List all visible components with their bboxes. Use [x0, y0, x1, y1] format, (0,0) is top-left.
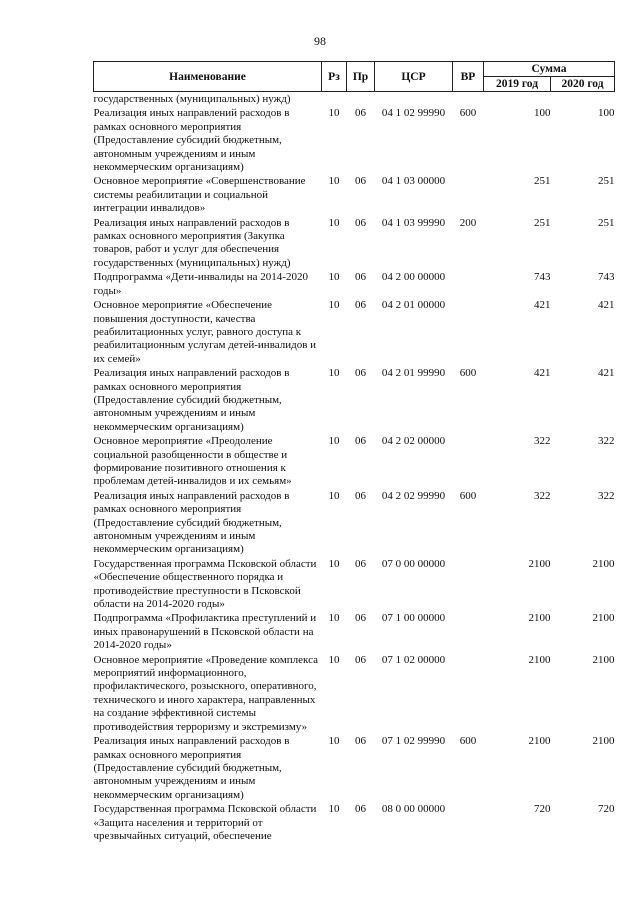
- row-csr: 08 0 00 00000: [381, 803, 446, 816]
- row-rz: 10: [328, 653, 340, 666]
- row-rz: 10: [328, 107, 340, 120]
- row-name: Реализация иных направлений расходов в рамках основного мероприятия (Закупка товаров, работ и услуг для обеспечения государственных (муниципальных) нужд): [93, 216, 291, 269]
- row-sum-2019: 2100: [528, 612, 551, 625]
- row-vr: 600: [459, 735, 477, 748]
- table-row: [94, 653, 615, 734]
- row-rz: 10: [328, 612, 340, 625]
- table-body: [94, 92, 615, 844]
- row-csr: 07 1 02 00000: [381, 653, 446, 666]
- row-pr: 06: [355, 735, 366, 748]
- row-rz: 10: [328, 271, 340, 284]
- row-vr: [453, 557, 484, 612]
- table-row: [94, 366, 615, 434]
- row-sum-2019: 421: [534, 367, 551, 380]
- header-pr: Пр: [347, 62, 375, 92]
- row-sum-2019: 720: [534, 803, 551, 816]
- row-name: Государственная программа Псковской области «Обеспечение общественного порядка и противодействие преступности в Псковской области на 2014-2020 годы»: [93, 557, 317, 611]
- row-vr: 600: [459, 107, 477, 120]
- header-name: Наименование: [94, 62, 322, 92]
- row-vr: [453, 174, 484, 215]
- row-name: Основное мероприятие «Преодоление социальной разобщенности в обществе и формирование позитивного отношения к проблемам детей-инвалидов и их семьям»: [93, 435, 292, 488]
- row-csr: 04 2 02 99990: [381, 489, 446, 502]
- row-sum-2019: 251: [534, 175, 551, 188]
- table-row: [94, 611, 615, 652]
- header-year-2019: 2019 год: [484, 77, 551, 92]
- row-name: Реализация иных направлений расходов в рамках основного мероприятия (Предоставление субсидий бюджетным, автономным учреждениям и иным некоммерческим организациям): [93, 735, 290, 801]
- row-sum-2020: 2100: [592, 612, 615, 625]
- row-pr: 06: [355, 803, 366, 816]
- row-csr: 04 1 03 99990: [381, 216, 446, 229]
- row-rz: 10: [328, 803, 340, 816]
- row-rz: [322, 92, 347, 107]
- table-row: [94, 216, 615, 271]
- row-name: Основное мероприятие «Обеспечение повышения доступности, качества реабилитационных услуг, равного доступа к реабилитационным услугам детей-инвалидов и их семей»: [93, 299, 317, 365]
- row-name: государственных (муниципальных) нужд): [93, 93, 291, 105]
- row-sum-2020: 720: [598, 803, 615, 816]
- row-sum-2020: 322: [598, 435, 615, 448]
- row-sum-2019: 100: [534, 107, 551, 120]
- row-vr: [453, 802, 484, 843]
- row-vr: 600: [459, 489, 477, 502]
- row-pr: 06: [355, 107, 366, 120]
- row-sum-2020: [551, 92, 615, 107]
- row-sum-2019: 2100: [528, 653, 551, 666]
- row-sum-2019: [484, 92, 551, 107]
- row-csr: 07 1 02 99990: [381, 735, 446, 748]
- row-rz: 10: [328, 435, 340, 448]
- row-pr: 06: [355, 216, 366, 229]
- row-vr: [453, 434, 484, 489]
- row-sum-2020: 322: [598, 489, 615, 502]
- row-sum-2019: 2100: [528, 557, 551, 570]
- row-vr: 200: [459, 216, 477, 229]
- row-sum-2020: 2100: [592, 557, 615, 570]
- row-csr: 04 2 01 00000: [381, 299, 446, 312]
- row-vr: [453, 270, 484, 298]
- row-csr: 04 1 02 99990: [381, 107, 446, 120]
- row-sum-2019: 2100: [528, 735, 551, 748]
- row-name: Подпрограмма «Профилактика преступлений и иных правонарушений в Псковской области на 2014-2020 годы»: [93, 612, 317, 652]
- row-sum-2020: 100: [598, 107, 615, 120]
- row-rz: 10: [328, 216, 340, 229]
- row-sum-2020: 251: [598, 175, 615, 188]
- table-row: [94, 298, 615, 366]
- table-row: [94, 174, 615, 215]
- row-rz: 10: [328, 489, 340, 502]
- row-csr: 07 1 00 00000: [381, 612, 446, 625]
- row-name: Реализация иных направлений расходов в рамках основного мероприятия (Предоставление субсидий бюджетным, автономным учреждениям и иным некоммерческим организациям): [93, 107, 290, 174]
- table-row: [94, 489, 615, 557]
- row-rz: 10: [328, 175, 340, 188]
- row-sum-2020: 421: [598, 299, 615, 312]
- row-name: Государственная программа Псковской области «Защита населения и территорий от чрезвычайных ситуаций, обеспечение: [93, 803, 317, 842]
- header-year-2020: 2020 год: [551, 77, 615, 92]
- row-name: Подпрограмма «Дети-инвалиды на 2014-2020 годы»: [93, 271, 308, 297]
- row-csr: 04 2 02 00000: [381, 435, 446, 448]
- row-pr: 06: [355, 612, 366, 625]
- row-pr: 06: [355, 367, 366, 380]
- table-row: [94, 557, 615, 612]
- row-name: Реализация иных направлений расходов в рамках основного мероприятия (Предоставление субсидий бюджетным, автономным учреждениям и иным некоммерческим организациям): [93, 489, 290, 556]
- row-csr: 07 0 00 00000: [381, 557, 446, 570]
- row-rz: 10: [328, 557, 340, 570]
- row-name: Реализация иных направлений расходов в рамках основного мероприятия (Предоставление субсидий бюджетным, автономным учреждениям и иным некоммерческим организациям): [93, 367, 290, 433]
- row-sum-2020: 743: [598, 271, 615, 284]
- row-vr: [453, 653, 484, 734]
- row-vr: [453, 611, 484, 652]
- row-sum-2020: 421: [598, 367, 615, 380]
- row-vr: 600: [459, 367, 477, 380]
- row-pr: 06: [355, 299, 366, 312]
- row-csr: 04 2 01 99990: [381, 367, 446, 380]
- row-vr: [453, 298, 484, 366]
- row-sum-2019: 322: [534, 435, 551, 448]
- table-row: [94, 802, 615, 843]
- row-pr: [347, 92, 375, 107]
- row-rz: 10: [328, 299, 340, 312]
- row-pr: 06: [355, 489, 366, 502]
- row-name: Основное мероприятие «Совершенствование системы реабилитации и социальной интеграции инвалидов»: [93, 175, 306, 215]
- row-sum-2019: 322: [534, 489, 551, 502]
- row-sum-2020: 2100: [592, 735, 615, 748]
- row-pr: 06: [355, 175, 366, 188]
- header-csr: ЦСР: [375, 62, 453, 92]
- page-number: 98: [314, 34, 326, 48]
- row-sum-2020: 2100: [592, 653, 615, 666]
- row-csr: 04 1 03 00000: [381, 175, 446, 188]
- table-row: [94, 434, 615, 489]
- table-row: [94, 270, 615, 298]
- table-row: [94, 734, 615, 802]
- header-rz: Рз: [322, 62, 347, 92]
- row-rz: 10: [328, 735, 340, 748]
- header-sum: Сумма: [484, 62, 615, 77]
- row-sum-2019: 251: [534, 216, 551, 229]
- row-vr: [453, 92, 484, 107]
- table-header: [94, 62, 615, 92]
- row-rz: 10: [328, 367, 340, 380]
- row-pr: 06: [355, 271, 366, 284]
- row-name: Основное мероприятие «Проведение комплекса мероприятий информационного, профилактического, розыскного, оперативного, технического и иного характера, направленных на создание эффективной системы противодействия терроризму и экстремизму»: [93, 653, 319, 733]
- row-csr: 04 2 00 00000: [381, 271, 446, 284]
- row-pr: 06: [355, 653, 366, 666]
- row-pr: 06: [355, 557, 366, 570]
- row-sum-2020: 251: [598, 216, 615, 229]
- header-vr: ВР: [453, 62, 484, 92]
- row-csr: [375, 92, 453, 107]
- row-pr: 06: [355, 435, 366, 448]
- row-sum-2019: 743: [534, 271, 551, 284]
- budget-table: [93, 61, 615, 843]
- table-row: [94, 106, 615, 174]
- table-row: [94, 92, 615, 107]
- row-sum-2019: 421: [534, 299, 551, 312]
